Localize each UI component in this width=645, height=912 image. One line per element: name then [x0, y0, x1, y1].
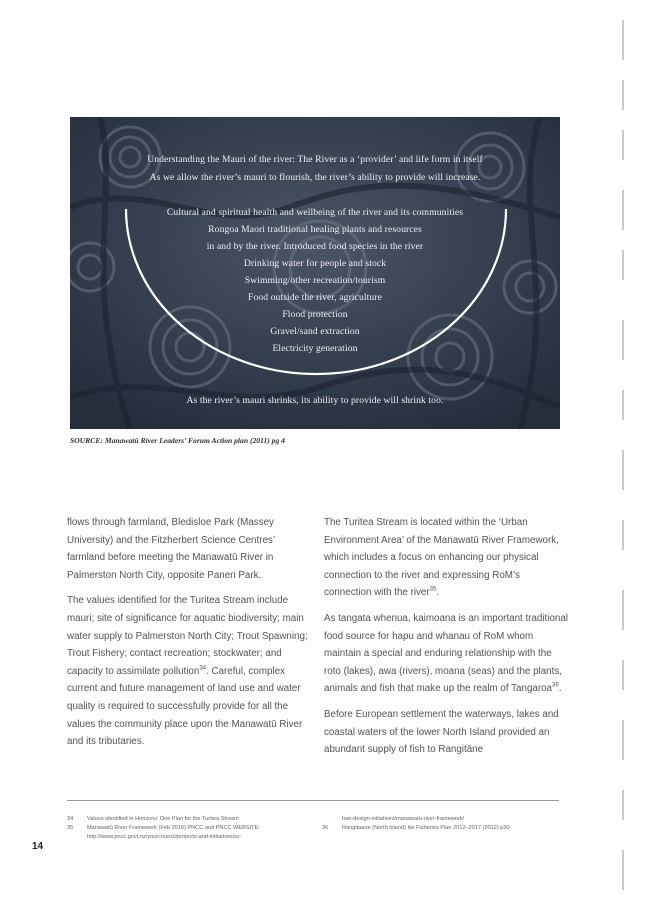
value-item: Rongoa Maori traditional healing plants and resources [208, 224, 422, 235]
paragraph: The Turitea Stream is located within the ‘Urban Environment Area’ of the Manawatū River Framework, which includes a focus on enhancing our physical connection to the river and expressing RoM’s connection with the river$^{35}$. [324, 517, 559, 599]
figure-title-line1: Understanding the Mauri of the river: The River as a ‘provider’ and life form in itself [147, 154, 483, 165]
paragraph: The values identified for the Turitea Stream include mauri; site of significance for aquatic biodiversity; main water supply to Palmerston North City; Trout Spawning; Trout Fishery; contact recreation; stockwater; and capacity to assimilate pollution$^{34}$. Careful, complex current and future management of land use and water quality is required to successfully provide for all the values the community place upon the Manawatū River and its tributaries. [67, 595, 308, 748]
mauri-diagram-figure [70, 117, 560, 429]
scan-edge-marks [622, 20, 630, 900]
footnote-ref: 36 [552, 683, 559, 690]
footnote-35-cont: http://www.pncc.govt.nz/yourcouncil/projects-and-initiatives/ur- [87, 834, 242, 840]
footnote-ref: 35 [429, 587, 437, 594]
value-item: Electricity generation [272, 343, 358, 354]
value-item: Drinking water for people and stock [243, 258, 387, 269]
value-item: Cultural and spiritual health and wellbeing of the river and its communities [166, 207, 464, 218]
value-item: in and by the river. Introduced food species in the river [206, 241, 424, 252]
paragraph: As tangata whenua, kaimoana is an important traditional food source for hapu and whanau of RoM whom maintain a special and enduring relationship with the roto (lakes), awa (rivers), moana (seas) and the plants, animals and fish that make up the realm of Tangaroa$^{36}$. [324, 612, 568, 695]
paragraph: Before European settlement the waterways, lakes and coastal waters of the lower North Island provided an abundant supply of fish to Rangitāne [324, 708, 559, 756]
value-item: Food outside the river, agriculture [248, 292, 382, 303]
footnote-35: 35 Manawatū River Framework (Feb 2016) PNCC and PNCC WEBSITE: [67, 825, 260, 831]
figure-title-line2: As we allow the river’s mauri to flourish, the river’s ability to provide will increase. [149, 172, 481, 183]
footnote-34: 34 Values identified in Horizons’ One Plan for the Turitea Stream [67, 816, 239, 822]
right-text-column [324, 514, 569, 767]
value-item: Flood protection [282, 309, 348, 320]
value-item: Swimming/other recreation/tourism [244, 275, 386, 286]
figure-bottom-text: As the river’s mauri shrinks, its ability to provide will shrink too. [186, 395, 444, 406]
footnote-divider [67, 800, 559, 801]
paragraph: flows through farmland, Bledisloe Park (Massey University) and the Fitzherbert Science Centres’ farmland before meeting the Manawatū River in Palmerston North City, opposite Paneri Park. [67, 517, 275, 581]
page-number: 14 [32, 841, 44, 852]
footnote-35-cont2: ban-design-initiatives/manawatu-river-framework/ [342, 816, 465, 822]
value-item: Gravel/sand extraction [270, 326, 360, 337]
footnote-36: 36 Rangitaane (North Island) Iwi Fisheries Plan 2012–2017 (2012) p30 [322, 825, 510, 831]
figure-source-caption: SOURCE: Manawatū River Leaders’ Forum Action plan (2011) pg 4 [70, 436, 285, 445]
left-text-column [67, 514, 312, 759]
footnote-ref: 34 [199, 665, 207, 672]
